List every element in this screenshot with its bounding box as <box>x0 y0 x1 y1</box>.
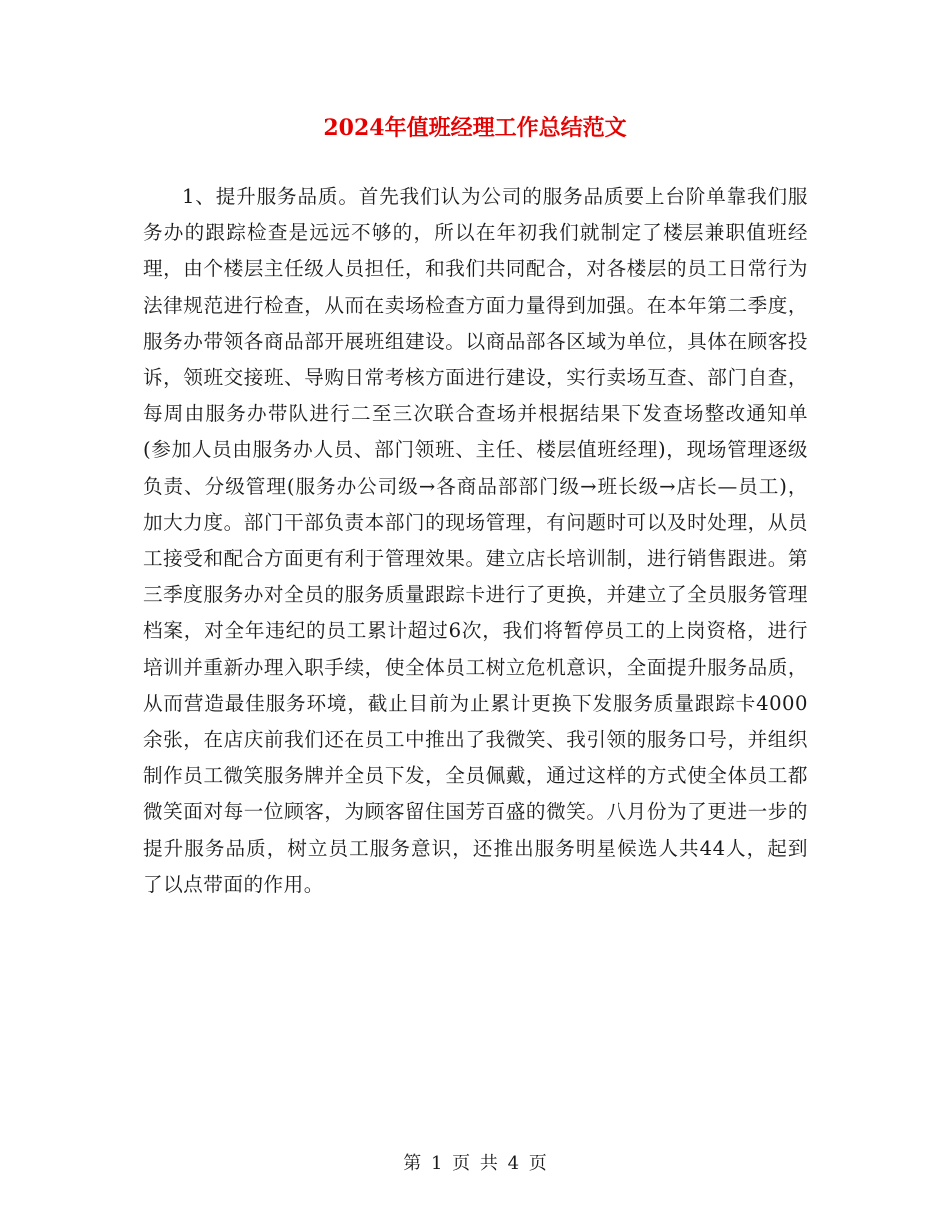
body-paragraph: 1、提升服务品质。首先我们认为公司的服务品质要上台阶单靠我们服务办的跟踪检查是远远不够的，所以在年初我们就制定了楼层兼职值班经理，由个楼层主任级人员担任，和我们共同配合，对各楼层的员工日常行为法律规范进行检查，从而在卖场检查方面力量得到加强。在本年第二季度，服务办带领各商品部开展班组建设。以商品部各区域为单位，具体在顾客投诉，领班交接班、导购日常考核方面进行建设，实行卖场互查、部门自查，每周由服务办带队进行二至三次联合查场并根据结果下发查场整改通知单(参加人员由服务办人员、部门领班、主任、楼层值班经理)，现场管理逐级负责、分级管理(服务办公司级→各商品部部门级→班长级→店长—员工)，加大力度。部门干部负责本部门的现场管理，有问题时可以及时处理，从员工接受和配合方面更有利于管理效果。建立店长培训制，进行销售跟进。第三季度服务办对全员的服务质量跟踪卡进行了更换，并建立了全员服务管理档案，对全年违纪的员工累计超过6次，我们将暂停员工的上岗资格，进行培训并重新办理入职手续，使全体员工树立危机意识，全面提升服务品质，从而营造最佳服务环境，截止目前为止累计更换下发服务质量跟踪卡4000余张，在店庆前我们还在员工中推出了我微笑、我引领的服务口号，并组织制作员工微笑服务牌并全员下发，全员佩戴，通过这样的方式使全体员工都微笑面对每一位顾客，为顾客留住国芳百盛的微笑。八月份为了更进一步的提升服务品质，树立员工服务意识，还推出服务明星候选人共44人，起到了以点带面的作用。 <box>143 185 808 896</box>
document-title: 2024年值班经理工作总结范文 <box>323 115 627 141</box>
page-number-footer: 第 1 页 共 4 页 <box>403 1153 547 1174</box>
